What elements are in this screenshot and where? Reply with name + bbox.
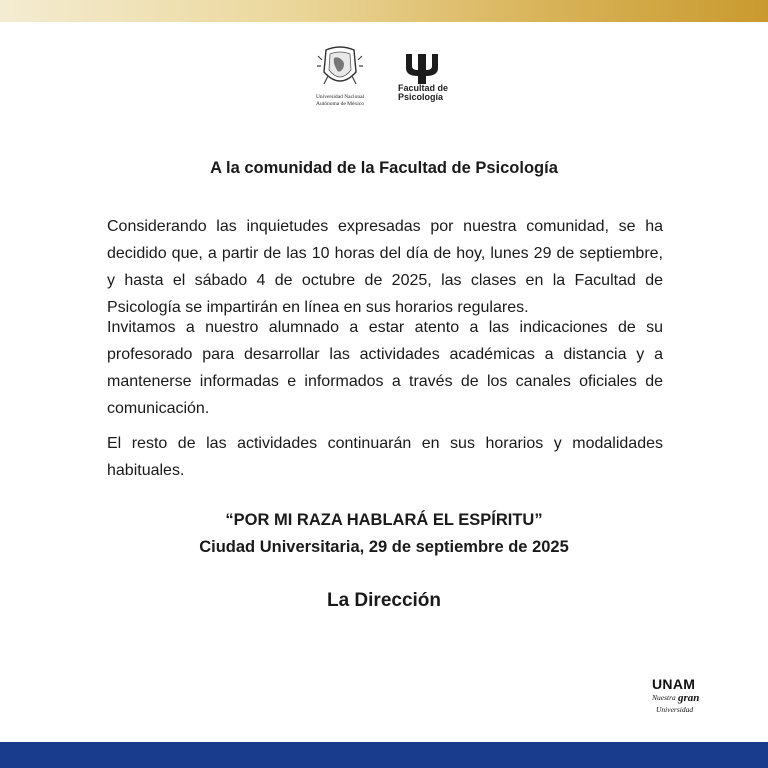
- unam-footer-badge: [650, 676, 712, 718]
- unam-seal-caption: [298, 94, 382, 108]
- paragraph-announcement: Considerando las inquietudes expresadas por nuestra comunidad, se ha decidido que, a partir de las 10 horas del día de hoy, lunes 29 de septiembre, y hasta el sábado 4 de octubre de 2025, las clases en la Facultad de Psicología se impartirán en línea en sus horarios regulares.: [107, 218, 663, 316]
- header-logos: [0, 46, 768, 118]
- closing-block: [0, 507, 768, 561]
- top-gold-band: [0, 0, 768, 22]
- signature: La Dirección: [326, 590, 442, 611]
- seal-caption-line-2: Autónoma de México: [316, 101, 364, 107]
- facultad-psicologia-logo: [398, 50, 468, 114]
- unam-seal-icon: [316, 46, 364, 92]
- seal-caption-line-1: Universidad Nacional: [315, 94, 365, 100]
- psi-icon: [402, 50, 442, 86]
- facultad-psicologia-label: Facultad de Psicología: [398, 83, 449, 102]
- bottom-blue-band: [0, 742, 768, 768]
- place-and-date: Ciudad Universitaria, 29 de septiembre de 2025: [199, 538, 569, 556]
- svg-text:gran: gran: [678, 692, 700, 704]
- nuestra-gran-universidad-tagline: [652, 690, 710, 716]
- university-motto: “POR MI RAZA HABLARÁ EL ESPÍRITU”: [225, 511, 543, 529]
- svg-text:Nuestra: Nuestra: [652, 693, 676, 702]
- page-title: A la comunidad de la Facultad de Psicología: [210, 159, 558, 177]
- paragraph-remaining-activities: El resto de las actividades continuarán en sus horarios y modalidades habituales.: [107, 435, 663, 479]
- paragraph-invitation: Invitamos a nuestro alumnado a estar atento a las indicaciones de su profesorado para desarrollar las actividades académicas a distancia y a mantenerse informadas e informados a través de los canales oficiales de comunicación.: [107, 319, 663, 417]
- svg-text:Universidad: Universidad: [656, 705, 694, 714]
- unam-seal-logo: [312, 46, 368, 118]
- unam-wordmark: UNAM: [652, 676, 696, 692]
